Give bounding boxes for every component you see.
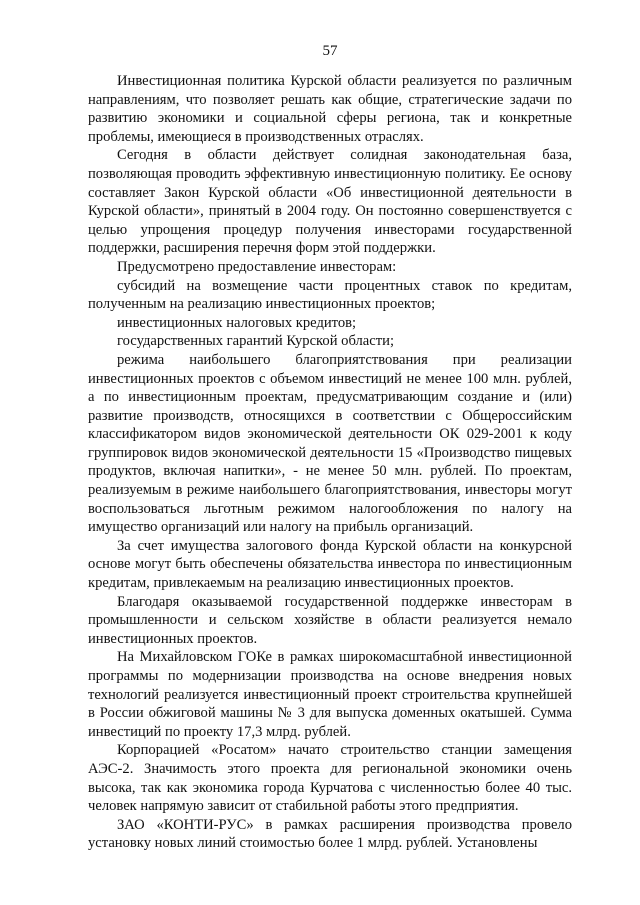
paragraph-provision-intro: Предусмотрено предоставление инвесторам: — [117, 258, 397, 275]
paragraph-state-support: Благодаря оказываемой государственной поддержке инвесторам в промышленности и сельском хозяйстве в области реализуется немало инвестиционных проектов. — [88, 593, 572, 647]
paragraph-investment-policy: Инвестиционная политика Курской области реализуется по различным направлениям, что позволяет решать как общие, стратегические задачи по развитию экономики и социальной сферы региона, так и конкретные проблемы, имеющиеся в производственных отраслях. — [88, 73, 572, 145]
list-item-tax-credits: инвестиционных налоговых кредитов; — [117, 314, 357, 331]
list-item-state-guarantees: государственных гарантий Курской области; — [117, 333, 394, 350]
paragraph-pledge-fund: За счет имущества залогового фонда Курской области на конкурсной основе могут быть обеспечены обязательства инвестора по инвестиционным кредитам, привлекаемым на реализацию инвестиционных проектов. — [88, 537, 572, 592]
page-number: 57 — [322, 43, 338, 59]
paragraph-konti-rus: ЗАО «КОНТИ-РУС» в рамках расширения производства провело установку новых линий стоимостью более 1 млрд. рублей. Установлены — [88, 816, 572, 852]
list-item-favorable-regime: режима наибольшего благоприятствования при реализации инвестиционных проектов с объемом инвестиций не менее 100 млн. рублей, а по инвестиционным проектам, предусматривающим создание и (или) развитие производств, относящихся в соответствии с Общероссийским классификатором видов экономической деятельности ОК 029-2001 к коду группировок видов экономической деятельности 15 «Производство пищевых продуктов, включая напитки», - не менее 50 млн. рублей. По проектам, реализуемым в режиме наибольшего благоприятствования, инвесторы могут воспользоваться льготным режимом налогообложения по налогу на имущество организаций или налогу на прибыль организаций. — [88, 351, 572, 536]
paragraph-legislative-base: Сегодня в области действует солидная законодательная база, позволяющая проводить эффективную инвестиционную политику. Ее основу составляет Закон Курской области «Об инвестиционной деятельности в Курской области», принятый в 2004 году. Он постоянно совершенствуется с целью упрощения процедур получения инвесторами государственной поддержки, расширения перечня форм этой поддержки. — [88, 147, 572, 257]
list-item-subsidies: субсидий на возмещение части процентных ставок по кредитам, полученным на реализацию инвестиционных проектов; — [88, 277, 572, 313]
paragraph-rosatom: Корпорацией «Росатом» начато строительство станции замещения АЭС-2. Значимость этого проекта для региональной экономики очень высока, так как экономика города Курчатова с численностью более 40 тыс. человек напрямую зависит от стабильной работы этого предприятия. — [88, 742, 572, 815]
paragraph-mikhailovsky-gok: На Михайловском ГОКе в рамках широкомасштабной инвестиционной программы по модернизации производства на основе внедрения новых технологий реализуется инвестиционный проект строительства крупнейшей в России обжиговой машины № 3 для выпуска доменных окатышей. Сумма инвестиций по проекту 17,3 млрд. рублей. — [88, 649, 572, 740]
